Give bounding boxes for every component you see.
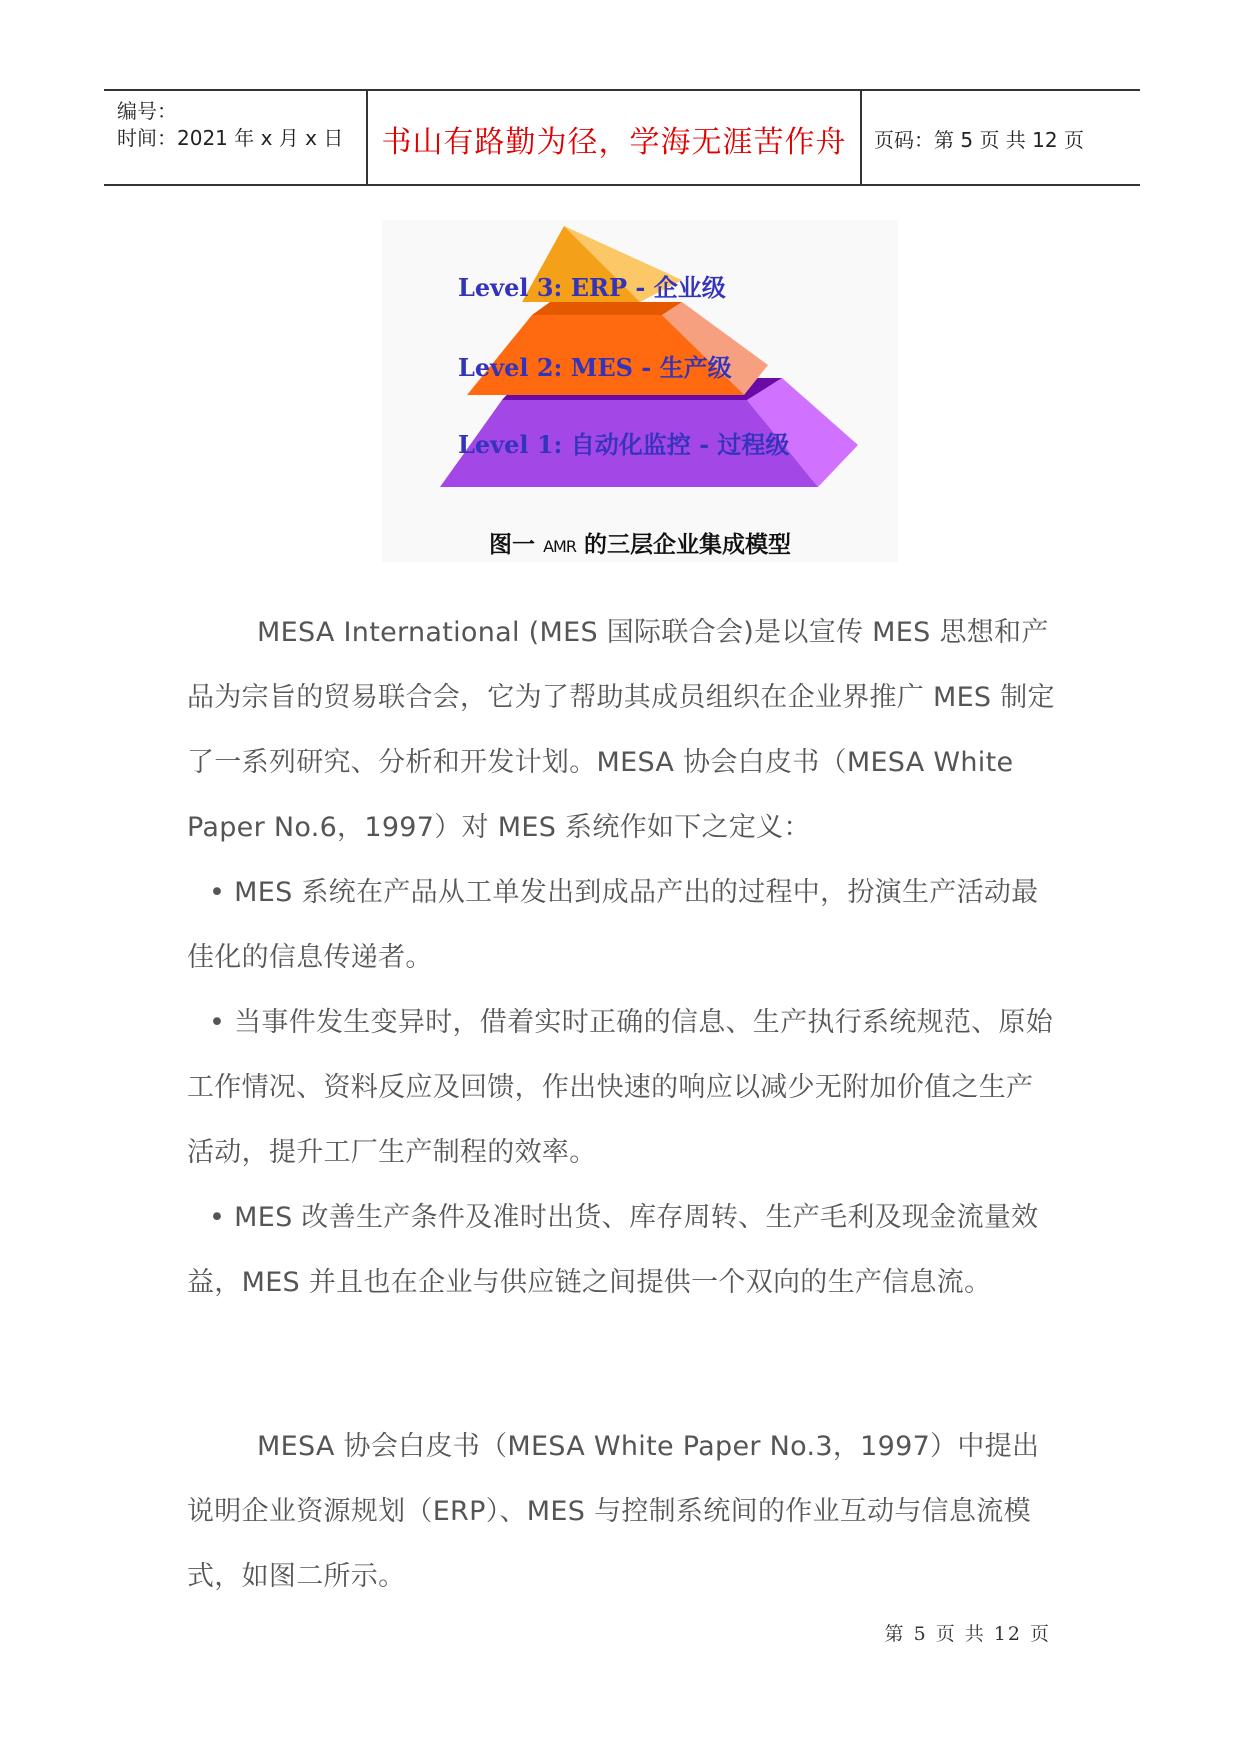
header-right-cell	[862, 91, 1140, 184]
header-left-cell	[104, 91, 366, 184]
figure-caption-suffix: 的三层企业集成模型	[575, 532, 791, 558]
page-footer: 第 5 页 共 12 页	[884, 1623, 1051, 1645]
motto: 书山有路勤为径，学海无涯苦作舟	[381, 125, 847, 160]
header-center-cell	[366, 91, 862, 184]
bullet-item-3: • MES 改善生产条件及准时出货、库存周转、生产毛利及现金流量效益，MES 并且也在企业与供应链之间提供一个双向的生产信息流。	[187, 1202, 1039, 1298]
level3-label: Level 3: ERP - 企业级	[458, 273, 726, 302]
date-label: 时间：2021 年 x 月 x 日	[117, 126, 344, 150]
level2-top	[532, 302, 682, 315]
serial-number-label: 编号：	[117, 99, 177, 123]
bullet-item-2: • 当事件发生变异时，借着实时正确的信息、生产执行系统规范、原始工作情况、资料反应及回馈，作出快速的响应以减少无附加价值之生产活动，提升工厂生产制程的效率。	[187, 1007, 1054, 1168]
figure-caption-amr: AMR	[543, 537, 576, 556]
page-code: 页码：第 5 页 共 12 页	[874, 128, 1084, 152]
amr-pyramid-figure	[382, 220, 898, 562]
figure-caption	[382, 526, 898, 559]
header-table	[104, 89, 1140, 186]
paragraph-mesa-whitepaper3: MESA 协会白皮书（MESA White Paper No.3，1997）中提出说明企业资源规划（ERP）、MES 与控制系统间的作业互动与信息流模式，如图二所示。	[187, 1431, 1040, 1592]
bullet-item-1: • MES 系统在产品从工单发出到成品产出的过程中，扮演生产活动最佳化的信息传递者。	[187, 877, 1039, 973]
level2-label: Level 2: MES - 生产级	[458, 353, 732, 382]
paragraph-mesa-intro: MESA International (MES 国际联合会)是以宣传 MES 思想和产品为宗旨的贸易联合会，它为了帮助其成员组织在企业界推广 MES 制定了一系列研究、分析和开发计划。MESA 协会白皮书（MESA White Paper No.6，1997）对 MES 系统作如下之定义：	[187, 617, 1055, 843]
level1-label: Level 1: 自动化监控 - 过程级	[458, 430, 790, 459]
figure-caption-prefix: 图一	[489, 532, 544, 558]
